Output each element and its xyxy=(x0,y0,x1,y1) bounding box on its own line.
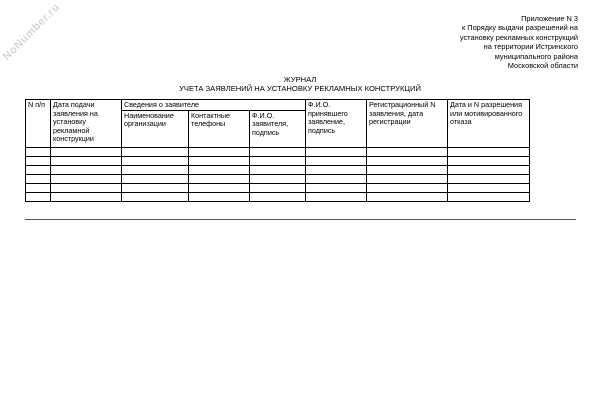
table-cell xyxy=(306,183,367,192)
table-cell xyxy=(306,174,367,183)
table-cell xyxy=(189,156,250,165)
table-cell xyxy=(51,183,122,192)
table-cell xyxy=(51,174,122,183)
table-cell xyxy=(26,183,51,192)
header-cell-permit: Дата и N разрешения или мотивированного отказа xyxy=(448,100,530,148)
appendix-line: муниципального района xyxy=(494,51,578,61)
table-cell xyxy=(189,192,250,201)
table-cell xyxy=(367,192,448,201)
table-cell xyxy=(122,192,189,201)
table-cell xyxy=(367,174,448,183)
table-cell xyxy=(306,165,367,174)
appendix-line: к Порядку выдачи разрешений на xyxy=(461,23,578,33)
table-cell xyxy=(26,165,51,174)
table-cell xyxy=(250,156,306,165)
header-cell-applicant-fio: Ф.И.О. заявителя, подпись xyxy=(250,110,306,147)
table-cell xyxy=(51,147,122,156)
journal-table xyxy=(25,99,530,202)
table-cell xyxy=(367,183,448,192)
table-row xyxy=(26,192,530,201)
table-cell xyxy=(306,147,367,156)
header-cell-applicant-group: Сведения о заявителе xyxy=(122,100,306,111)
table-cell xyxy=(448,147,530,156)
table-cell xyxy=(51,156,122,165)
header-cell-phones: Контактные телефоны xyxy=(189,110,250,147)
table-cell xyxy=(122,147,189,156)
table-cell xyxy=(250,183,306,192)
table-cell xyxy=(189,147,250,156)
table-cell xyxy=(250,165,306,174)
appendix-line: Московской области xyxy=(507,61,578,71)
table-cell xyxy=(189,165,250,174)
header-cell-receiver-fio: Ф.И.О. принявшего заявление, подпись xyxy=(306,100,367,148)
table-cell xyxy=(51,192,122,201)
table-cell xyxy=(26,156,51,165)
appendix-line: на территории Истринского xyxy=(483,42,578,52)
table-cell xyxy=(448,174,530,183)
table-cell xyxy=(448,192,530,201)
header-cell-date: Дата подачи заявления на установку рекламной конструкции xyxy=(51,100,122,148)
table-cell xyxy=(26,174,51,183)
table-row xyxy=(26,165,530,174)
table-row xyxy=(26,183,530,192)
table-cell xyxy=(250,174,306,183)
table-cell xyxy=(250,147,306,156)
header-row xyxy=(26,100,530,111)
table-cell xyxy=(250,192,306,201)
table-cell xyxy=(122,174,189,183)
appendix-line: установку рекламных конструкций xyxy=(459,32,578,42)
table-cell xyxy=(26,192,51,201)
header-cell-organization: Наименование организации xyxy=(122,110,189,147)
document-title xyxy=(0,75,600,93)
table-cell xyxy=(122,183,189,192)
header-cell-registration: Регистрационный N заявления, дата регистрации xyxy=(367,100,448,148)
table-cell xyxy=(367,165,448,174)
table-cell xyxy=(367,156,448,165)
table-cell xyxy=(448,156,530,165)
table-cell xyxy=(448,165,530,174)
appendix-line: Приложение N 3 xyxy=(521,14,578,23)
table-cell xyxy=(448,183,530,192)
appendix-note xyxy=(418,14,578,70)
table-cell xyxy=(367,147,448,156)
table-cell xyxy=(189,174,250,183)
title-line-2: УЧЕТА ЗАЯВЛЕНИЙ НА УСТАНОВКУ РЕКЛАМНЫХ КОНСТРУКЦИЙ xyxy=(179,84,421,93)
watermark: NoNumber.ru xyxy=(0,1,63,63)
table-row xyxy=(26,147,530,156)
table-cell xyxy=(51,165,122,174)
header-cell-num: N п/п xyxy=(26,100,51,148)
table-cell xyxy=(189,183,250,192)
table-cell xyxy=(26,147,51,156)
table-row xyxy=(26,174,530,183)
title-line-1: ЖУРНАЛ xyxy=(283,75,317,84)
table-row xyxy=(26,156,530,165)
table-cell xyxy=(122,156,189,165)
table-cell xyxy=(306,156,367,165)
table-cell xyxy=(122,165,189,174)
table-cell xyxy=(306,192,367,201)
page-divider xyxy=(25,219,576,220)
